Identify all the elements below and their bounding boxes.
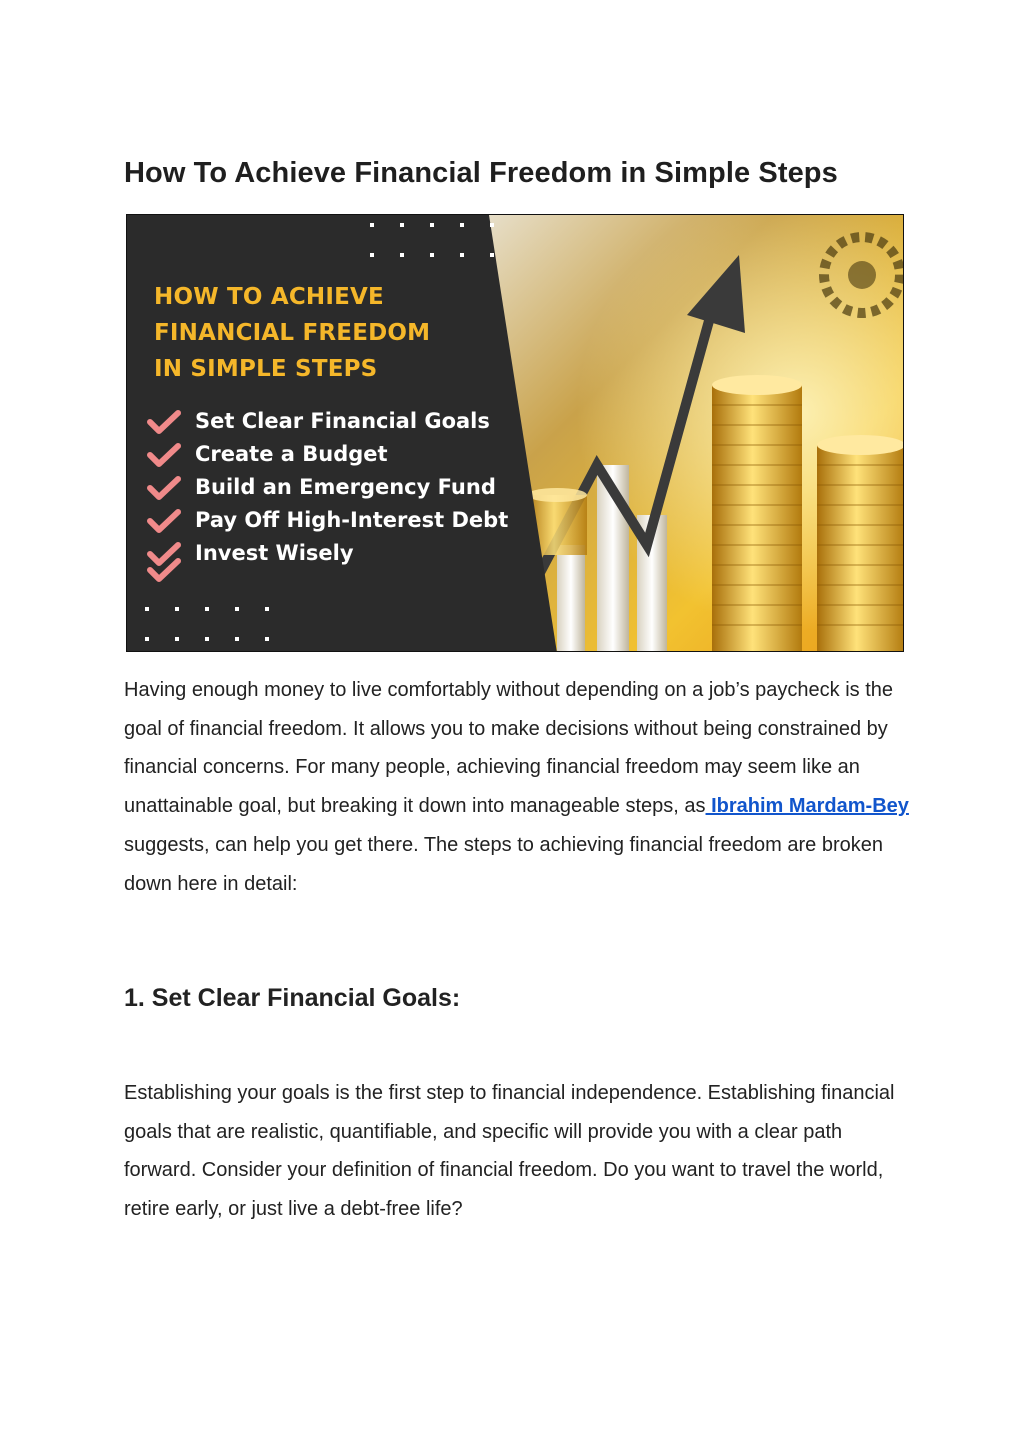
intro-paragraph <box>124 671 914 903</box>
article-banner-image <box>126 214 904 652</box>
banner-heading-line: FINANCIAL FREEDOM <box>154 320 431 346</box>
section-paragraph: Establishing your goals is the first step to financial independence. Establishing financial goals that are realistic, quantifiable, and specific will provide you with a clear path forward. Consider your definition of financial freedom. Do you want to travel the world, retire early, or just live a debt-free life? <box>124 1082 895 1221</box>
checklist-item <box>147 504 508 537</box>
check-icon <box>147 442 181 468</box>
intro-text-before-link: Having enough money to live comfortably without depending on a job’s paycheck is the goal of financial freedom. It allows you to make decisions without being constrained by financial concerns. For many people, achieving financial freedom may seem like an unattainable goal, but breaking it down into manageable steps, as <box>124 679 893 818</box>
checklist-item-label: Set Clear Financial Goals <box>195 409 490 433</box>
author-link[interactable]: Ibrahim Mardam-Bey <box>705 795 909 818</box>
checklist-item-label: Pay Off High-Interest Debt <box>195 508 509 532</box>
checklist-item-label: Build an Emergency Fund <box>195 475 496 499</box>
checklist-item <box>147 471 508 504</box>
checklist-item <box>147 438 508 471</box>
check-icon <box>147 409 181 435</box>
check-icon <box>147 557 181 583</box>
banner-heading <box>154 279 430 387</box>
checklist-item-label: Invest Wisely <box>195 541 354 565</box>
banner-heading-line: HOW TO ACHIEVE <box>154 284 384 310</box>
section-heading: 1. Set Clear Financial Goals: <box>124 984 461 1012</box>
intro-text-after-link: suggests, can help you get there. The steps to achieving financial freedom are broken down here in detail: <box>124 833 883 895</box>
checklist-item <box>147 405 508 438</box>
checklist-item <box>147 537 508 570</box>
banner-heading-line: IN SIMPLE STEPS <box>154 356 378 382</box>
page-title: How To Achieve Financial Freedom in Simple Steps <box>124 157 838 189</box>
check-icon <box>147 508 181 534</box>
check-icon <box>147 475 181 501</box>
banner-checklist <box>147 405 508 570</box>
checklist-item-label: Create a Budget <box>195 442 388 466</box>
